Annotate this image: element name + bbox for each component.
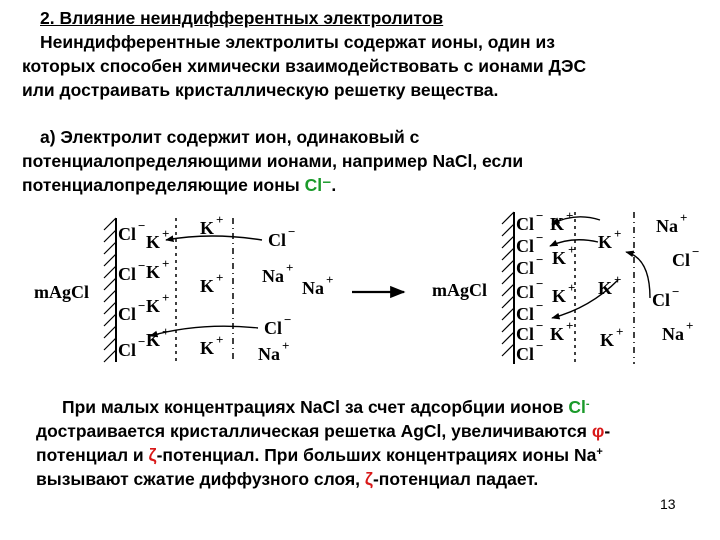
ion-na: Na (302, 278, 324, 298)
svg-text:−: − (536, 276, 544, 291)
svg-text:+: + (566, 208, 574, 223)
conclusion-line-4: вызывают сжатие диффузного слоя, ζ-потенциал падает. (36, 469, 539, 489)
ion-cl: Cl (118, 264, 136, 284)
case-a-line-1: а) Электролит содержит ион, одинаковый с (40, 127, 420, 147)
svg-text:+: + (566, 318, 574, 333)
svg-text:+: + (162, 290, 170, 305)
ion-cl: Cl (516, 282, 534, 302)
left-diffuse-ions (200, 212, 223, 358)
ion-na: Na (656, 216, 678, 236)
ion-cl: Cl (516, 258, 534, 278)
svg-text:+: + (614, 226, 622, 241)
conclusion-line-1: При малых концентрациях NaCl за счет адсорбции ионов Cl- (62, 397, 590, 417)
right-particle-label: mAgCl (432, 280, 487, 300)
left-arrow-top (166, 236, 262, 240)
ion-na: Na (258, 344, 280, 364)
ion-cl: Cl (516, 214, 534, 234)
svg-text:−: − (138, 334, 146, 349)
ion-cl: Cl (516, 344, 534, 364)
right-counter-ions (550, 208, 575, 344)
intro-line-2: которых способен химически взаимодействовать с ионами ДЭС (22, 56, 587, 76)
ion-na: Na (262, 266, 284, 286)
right-solution-ions (652, 210, 699, 344)
svg-text:+: + (216, 332, 224, 347)
left-particle-wall (104, 218, 116, 362)
svg-text:−: − (692, 244, 700, 259)
ion-k: K (146, 262, 161, 282)
svg-text:+: + (286, 260, 294, 275)
svg-text:−: − (536, 318, 544, 333)
ion-k: K (200, 276, 215, 296)
svg-text:−: − (536, 208, 544, 223)
svg-text:+: + (162, 256, 170, 271)
right-arrow-4 (626, 252, 650, 298)
svg-text:−: − (138, 218, 146, 233)
ion-k: K (598, 232, 613, 252)
slide-title: 2. Влияние неиндифферентных электролитов (40, 8, 444, 28)
svg-text:+: + (680, 210, 688, 225)
ion-k: K (200, 218, 215, 238)
ion-k: K (552, 286, 567, 306)
ion-cl: Cl (118, 224, 136, 244)
conclusion-line-2: достраивается кристаллическая решетка AgCl, увеличиваются φ- (36, 421, 611, 441)
ion-cl: Cl (652, 290, 670, 310)
svg-text:−: − (284, 312, 292, 327)
page-number: 13 (660, 496, 676, 512)
ion-k: K (552, 248, 567, 268)
svg-text:+: + (614, 272, 622, 287)
ion-cl: Cl (516, 236, 534, 256)
ion-k: K (146, 296, 161, 316)
left-solution-ions (258, 224, 333, 364)
ion-na: Na (662, 324, 684, 344)
phi-symbol: φ (591, 421, 605, 441)
ion-cl: Cl (118, 304, 136, 324)
svg-text:−: − (138, 258, 146, 273)
right-diffuse-ions (598, 226, 623, 350)
svg-text:−: − (138, 298, 146, 313)
svg-text:−: − (672, 284, 680, 299)
ion-cl: Cl (672, 250, 690, 270)
ion-k: K (550, 214, 565, 234)
ion-cl: Cl (264, 318, 282, 338)
chloride-ion: Cl⁻ (304, 175, 332, 195)
svg-text:−: − (536, 298, 544, 313)
svg-text:+: + (568, 280, 576, 295)
left-adsorbed-ions (118, 218, 145, 360)
ion-k: K (600, 330, 615, 350)
svg-text:−: − (536, 252, 544, 267)
ion-k: K (598, 278, 613, 298)
svg-text:+: + (216, 270, 224, 285)
svg-text:−: − (536, 230, 544, 245)
svg-text:+: + (686, 318, 694, 333)
ion-k: K (200, 338, 215, 358)
svg-text:−: − (536, 338, 544, 353)
svg-text:+: + (216, 212, 224, 227)
intro-line-3: или достраивать кристаллическую решетку вещества. (22, 80, 499, 100)
zeta-symbol: ζ (364, 469, 373, 489)
svg-text:−: − (288, 224, 296, 239)
zeta-symbol: ζ (148, 445, 157, 465)
svg-text:+: + (326, 272, 334, 287)
svg-text:+: + (162, 324, 170, 339)
ion-k: K (146, 232, 161, 252)
ion-cl: Cl (118, 340, 136, 360)
right-adsorbed-ions (516, 208, 543, 364)
ion-k: K (146, 330, 161, 350)
ion-cl: Cl (516, 324, 534, 344)
case-a-line-2: потенциалопределяющими ионами, например NaCl, если (22, 151, 524, 171)
ion-cl: Cl (268, 230, 286, 250)
svg-text:+: + (616, 324, 624, 339)
right-particle-wall (502, 212, 514, 364)
svg-text:+: + (162, 226, 170, 241)
intro-line-1: Неиндифферентные электролиты содержат ионы, один из (40, 32, 555, 52)
left-particle-label: mAgCl (34, 282, 89, 302)
ion-k: K (550, 324, 565, 344)
svg-text:+: + (568, 242, 576, 257)
svg-text:+: + (282, 338, 290, 353)
conclusion-line-3: потенциал и ζ-потенциал. При больших концентрациях ионы Na+ (36, 445, 603, 465)
case-a-line-3: потенциалопределяющие ионы Cl⁻. (22, 175, 337, 195)
ion-cl: Cl (516, 304, 534, 324)
